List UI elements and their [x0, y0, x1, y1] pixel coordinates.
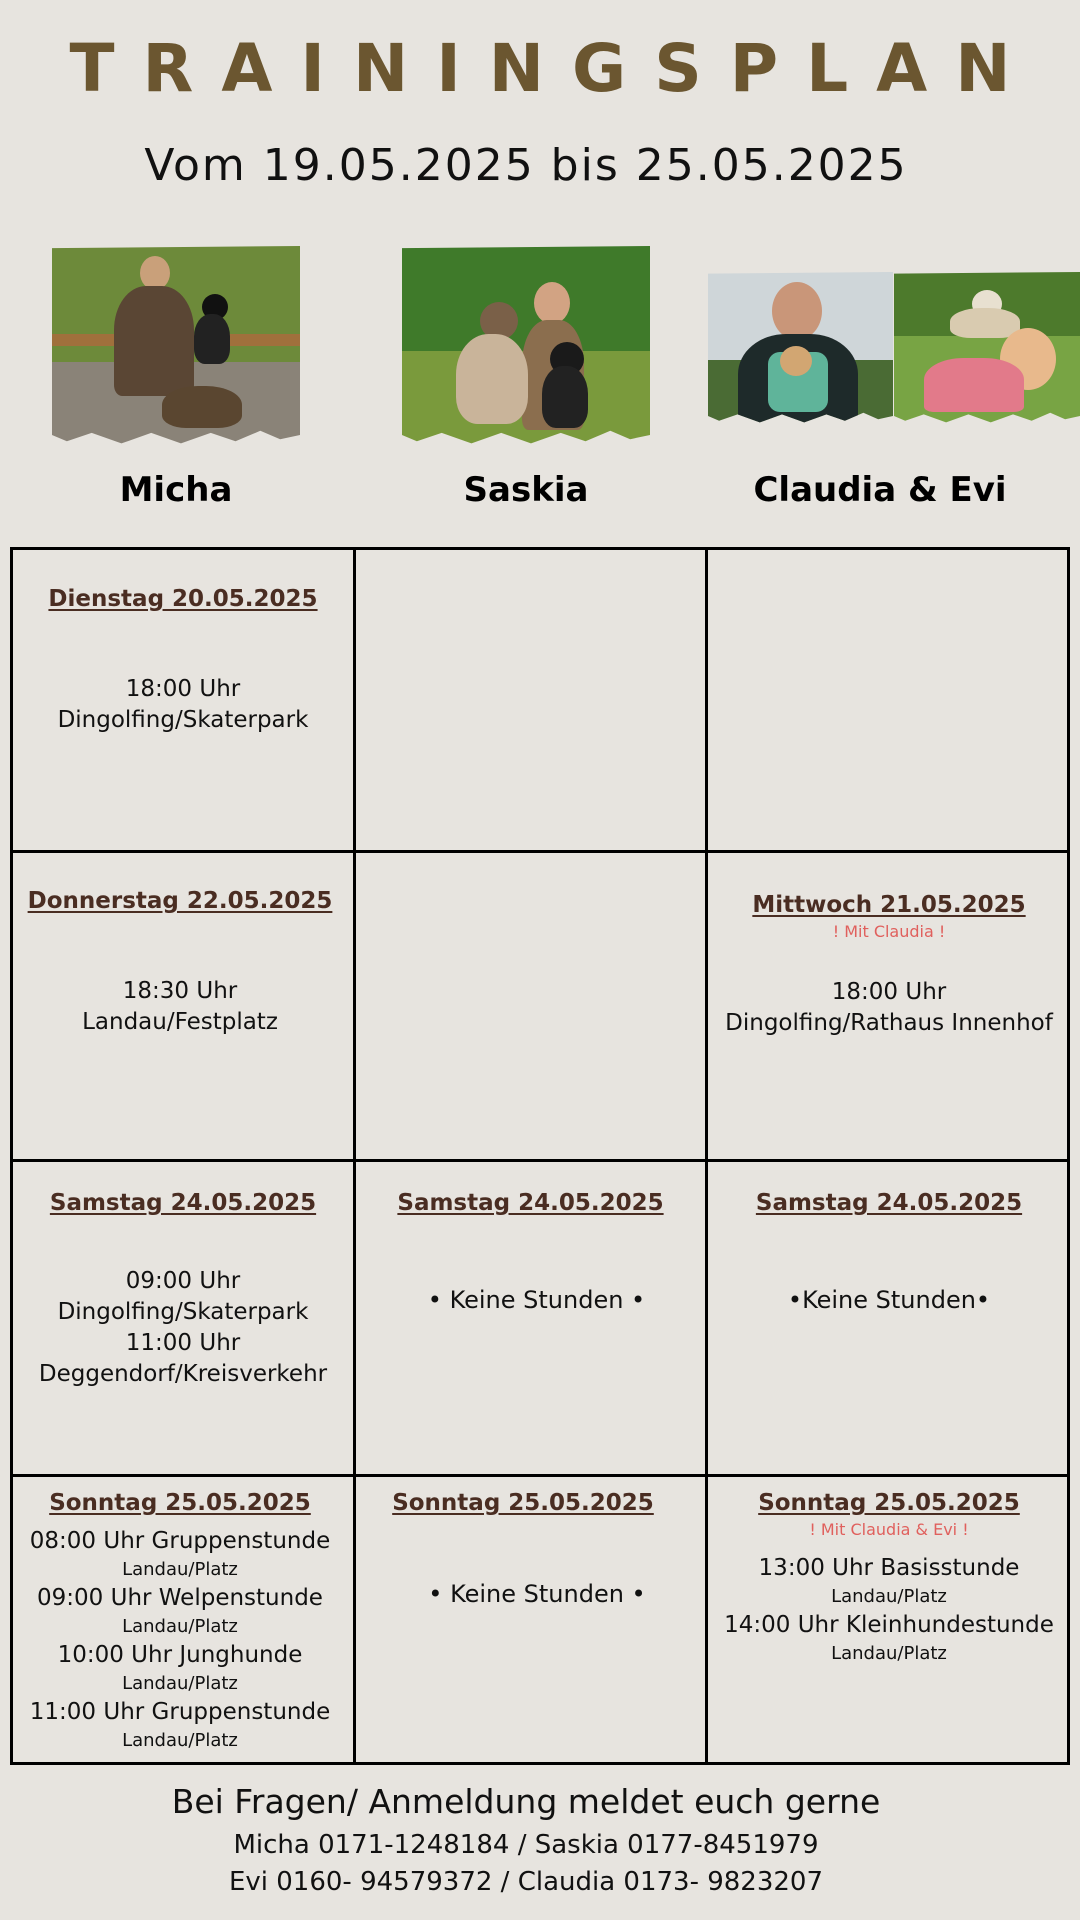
- lesson-time: 11:00 Uhr Gruppenstunde: [29, 1699, 331, 1725]
- day-heading: Mittwoch 21.05.2025: [752, 892, 1026, 918]
- row-divider: [13, 1474, 1067, 1477]
- photo-saskia: [402, 246, 650, 456]
- photo-micha: [52, 246, 300, 456]
- lesson-place: Landau/Platz: [831, 1643, 947, 1664]
- day-heading: Samstag 24.05.2025: [755, 1190, 1023, 1216]
- contact-line: Micha 0171-1248184 / Saskia 0177-8451979: [233, 1830, 819, 1860]
- no-lessons-text: • Keine Stunden •: [428, 1580, 646, 1608]
- location-text: Landau/Festplatz: [82, 1009, 278, 1035]
- day-heading: Sonntag 25.05.2025: [49, 1490, 311, 1516]
- day-heading: Samstag 24.05.2025: [49, 1190, 317, 1216]
- row-divider: [13, 850, 1067, 853]
- time-text: 18:00 Uhr: [125, 676, 241, 702]
- location-text: Dingolfing/Skaterpark: [57, 1299, 309, 1325]
- lesson-place: Landau/Platz: [122, 1559, 238, 1580]
- row-divider: [13, 1159, 1067, 1162]
- cell-micha-sonntag: [13, 1490, 347, 1754]
- lesson-place: Landau/Platz: [122, 1616, 238, 1637]
- location-text: Dingolfing/Skaterpark: [57, 707, 309, 733]
- time-text: 18:30 Uhr: [122, 978, 238, 1004]
- trainer-name-micha: Micha: [119, 470, 233, 510]
- day-heading: Samstag 24.05.2025: [397, 1190, 664, 1216]
- lesson-time: 09:00 Uhr Welpenstunde: [37, 1585, 323, 1611]
- cell-micha-samstag: [13, 1190, 353, 1390]
- cell-claudia-sonntag: [708, 1490, 1070, 1667]
- lesson-time: 14:00 Uhr Kleinhundestunde: [724, 1612, 1054, 1638]
- note-text: ! Mit Claudia !: [832, 922, 946, 941]
- cell-micha-dienstag: [13, 586, 353, 736]
- lesson-place: Landau/Platz: [122, 1673, 238, 1694]
- trainer-name-saskia: Saskia: [463, 470, 589, 510]
- photo-claudia: [708, 272, 893, 432]
- day-heading: Donnerstag 22.05.2025: [27, 888, 333, 914]
- trainer-name-claudia-evi: Claudia & Evi: [753, 470, 1007, 510]
- lesson-place: Landau/Platz: [831, 1586, 947, 1607]
- lesson-time: 08:00 Uhr Gruppenstunde: [29, 1528, 331, 1554]
- contact-line: Evi 0160- 94579372 / Claudia 0173- 9823207: [228, 1867, 824, 1897]
- lesson-time: 10:00 Uhr Junghunde: [57, 1642, 303, 1668]
- lesson-place: Landau/Platz: [122, 1730, 238, 1751]
- day-heading: Sonntag 25.05.2025: [392, 1490, 654, 1516]
- day-heading: Dienstag 20.05.2025: [48, 586, 318, 612]
- location-text: Deggendorf/Kreisverkehr: [38, 1361, 328, 1387]
- day-heading: Sonntag 25.05.2025: [758, 1490, 1020, 1516]
- cell-micha-donnerstag: [13, 888, 347, 1038]
- date-range: Vom 19.05.2025 bis 25.05.2025: [144, 140, 908, 191]
- lesson-time: 13:00 Uhr Basisstunde: [758, 1555, 1020, 1581]
- no-lessons-text: • Keine Stunden •: [427, 1286, 646, 1314]
- schedule-table: [10, 547, 1070, 1765]
- photo-evi: [894, 272, 1080, 432]
- location-text: Dingolfing/Rathaus Innenhof: [725, 1010, 1053, 1036]
- note-text: ! Mit Claudia & Evi !: [809, 1520, 969, 1539]
- contact-heading: Bei Fragen/ Anmeldung meldet euch gerne: [171, 1782, 881, 1821]
- time-text: 18:00 Uhr: [831, 979, 947, 1005]
- cell-saskia-samstag: [356, 1190, 705, 1314]
- time-text: 09:00 Uhr: [125, 1268, 241, 1294]
- cell-saskia-sonntag: [356, 1490, 690, 1608]
- cell-claudia-mittwoch: [708, 892, 1070, 1039]
- time-text: 11:00 Uhr: [125, 1330, 241, 1356]
- cell-claudia-samstag: [708, 1190, 1070, 1314]
- no-lessons-text: •Keine Stunden•: [787, 1286, 991, 1314]
- page-title: TRAININGSPLAN: [69, 30, 1039, 107]
